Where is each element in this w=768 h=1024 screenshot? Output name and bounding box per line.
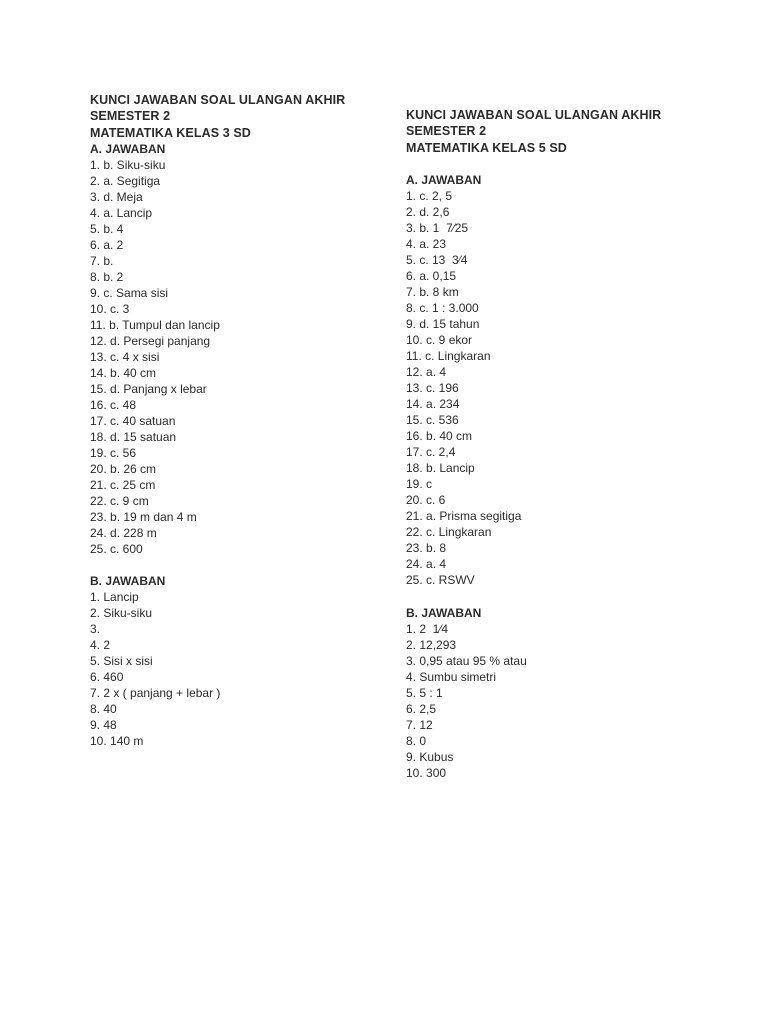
list-item: 8. b. 2 [90, 269, 124, 284]
list-item: 9. c. Sama sisi [90, 285, 169, 300]
list-item: 3. d. Meja [90, 189, 143, 204]
list-item: 2. a. Segitiga [90, 173, 161, 188]
list-item: 1. Lancip [90, 589, 139, 604]
list-item: 15. d. Panjang x lebar [90, 381, 207, 396]
list-item: 14. b. 40 cm [90, 365, 157, 380]
list-item: 8. 40 [90, 701, 117, 716]
right-section-a-title: A. JAWABAN [406, 172, 482, 187]
list-item: 22. c. 9 cm [90, 493, 149, 508]
list-item: 9. Kubus [406, 749, 454, 764]
list-item: 6. 2,5 [406, 701, 437, 716]
list-item: 10. 300 [406, 765, 447, 780]
left-header-line-2: SEMESTER 2 [90, 109, 171, 124]
list-item: 12. a. 4 [406, 364, 447, 379]
list-item: 10. c. 9 ekor [406, 332, 473, 347]
list-item: 3. 0,95 atau 95 % atau [406, 653, 527, 668]
spacer [90, 557, 390, 573]
list-item: 2. Siku-siku [90, 605, 153, 620]
list-item: 24. a. 4 [406, 556, 447, 571]
list-item: 6. a. 0,15 [406, 268, 457, 283]
list-item: 10. 140 m [90, 733, 144, 748]
list-item: 13. c. 4 x sisi [90, 349, 160, 364]
list-item: 5. b. 4 [90, 221, 124, 236]
list-item: 16. b. 40 cm [406, 428, 473, 443]
list-item: 22. c. Lingkaran [406, 524, 492, 539]
list-item: 4. a. 23 [406, 236, 447, 251]
list-item: 8. c. 1 : 3.000 [406, 300, 479, 315]
list-item: 20. c. 6 [406, 492, 446, 507]
list-item: 4. a. Lancip [90, 205, 153, 220]
list-item: 6. 460 [90, 669, 124, 684]
list-item: 7. b. 8 km [406, 284, 459, 299]
list-item: 2. d. 2,6 [406, 204, 450, 219]
list-item: 4. 2 [90, 637, 111, 652]
spacer [406, 588, 736, 605]
list-item: 7. 2 x ( panjang + lebar ) [90, 685, 221, 700]
left-section-a-list [90, 157, 390, 557]
list-item: 7. 12 [406, 717, 433, 732]
list-item: 18. b. Lancip [406, 460, 475, 475]
list-item: 25. c. RSWV [406, 572, 475, 587]
list-item: 10. c. 3 [90, 301, 130, 316]
right-section-b-title: B. JAWABAN [406, 605, 482, 620]
left-header [90, 92, 390, 141]
left-section-b-title: B. JAWABAN [90, 573, 166, 588]
left-column [90, 92, 390, 749]
list-item: 11. b. Tumpul dan lancip [90, 317, 220, 332]
list-item: 9. 48 [90, 717, 117, 732]
spacer [406, 156, 736, 172]
list-item: 21. a. Prisma segitiga [406, 508, 522, 523]
list-item: 14. a. 234 [406, 396, 460, 411]
list-item: 19. c [406, 476, 433, 491]
list-item: 23. b. 19 m dan 4 m [90, 509, 197, 524]
list-item: 13. c. 196 [406, 380, 459, 395]
left-header-line-1: KUNCI JAWABAN SOAL ULANGAN AKHIR [90, 93, 346, 107]
list-item: 2. 12,293 [406, 637, 457, 652]
list-item: 1. b. Siku-siku [90, 157, 166, 172]
list-item: 12. d. Persegi panjang [90, 333, 211, 348]
list-item: 9. d. 15 tahun [406, 316, 480, 331]
list-item: 17. c. 40 satuan [90, 413, 176, 428]
left-section-a-title: A. JAWABAN [90, 141, 166, 156]
list-item: 5. c. 13 3⁄4 [406, 252, 468, 267]
left-section-b-list [90, 589, 390, 749]
list-item: 15. c. 536 [406, 412, 459, 427]
list-item: 8. 0 [406, 733, 427, 748]
right-section-b-list [406, 621, 736, 781]
list-item: 3. [90, 621, 101, 636]
list-item: 11. c. Lingkaran [406, 348, 491, 363]
list-item: 16. c. 48 [90, 397, 137, 412]
list-item: 20. b. 26 cm [90, 461, 157, 476]
right-header-line-3: MATEMATIKA KELAS 5 SD [406, 140, 567, 155]
list-item: 18. d. 15 satuan [90, 429, 177, 444]
list-item: 1. 2 1⁄4 [406, 621, 449, 636]
right-header-line-1: KUNCI JAWABAN SOAL ULANGAN AKHIR [406, 108, 662, 122]
left-header-line-3: MATEMATIKA KELAS 3 SD [90, 125, 251, 140]
right-header [406, 107, 736, 156]
list-item: 1. c. 2, 5 [406, 188, 453, 203]
right-header-line-2: SEMESTER 2 [406, 124, 487, 139]
list-item: 24. d. 228 m [90, 525, 157, 540]
list-item: 6. a. 2 [90, 237, 124, 252]
right-section-a-list [406, 188, 736, 588]
list-item: 21. c. 25 cm [90, 477, 156, 492]
list-item: 7. b. [90, 253, 114, 268]
right-column [406, 107, 736, 781]
list-item: 5. Sisi x sisi [90, 653, 153, 668]
list-item: 25. c. 600 [90, 541, 143, 556]
list-item: 4. Sumbu simetri [406, 669, 497, 684]
list-item: 5. 5 : 1 [406, 685, 443, 700]
list-item: 23. b. 8 [406, 540, 447, 555]
list-item: 17. c. 2,4 [406, 444, 456, 459]
list-item: 19. c. 56 [90, 445, 137, 460]
list-item: 3. b. 1 7⁄25 [406, 220, 469, 235]
